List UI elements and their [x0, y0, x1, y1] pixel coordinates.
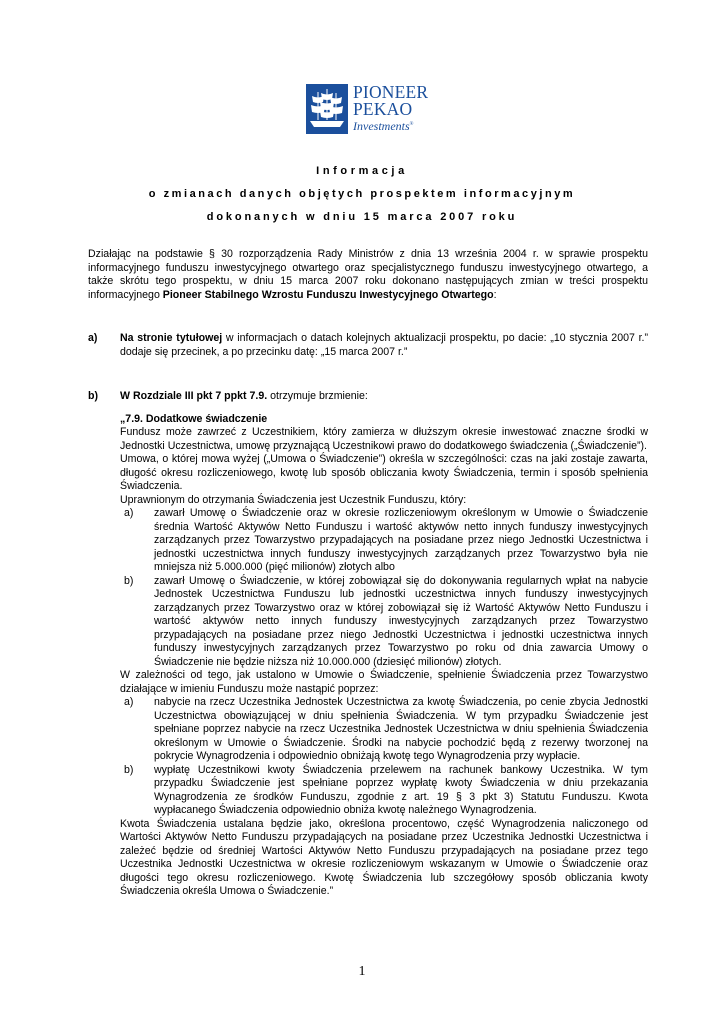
logo-line-pekao: PEKAO [353, 99, 413, 119]
section-b [88, 390, 648, 899]
intro-text: Działając na podstawie § 30 rozporządzenia Rady Ministrów z dnia 13 września 2004 r. w sprawie prospektu informacyjnego funduszu inwestycyjnego otwartego oraz specjalistycznego funduszu inwestycyjnego otwartego, a także skrótu tego prospektu, w dniu 15 marca 2007 roku dokonano następujących zmian w treści prospektu informacyjnego [88, 248, 648, 301]
page-number: 1 [358, 964, 366, 979]
paragraph: Fundusz może zawrzeć z Uczestnikiem, który zamierza w dłuższym okresie inwestować znaczne środki w Jednostki Uczestnictwa, umowę przyznającą Uczestnikowi prawo do dodatkowego świadczenia („Świadczenie”). [120, 426, 648, 452]
document-subtitle-line2: dokonanych w dniu 15 marca 2007 roku [206, 211, 518, 223]
list-item-text: nabycie na rzecz Uczestnika Jednostek Uczestnictwa za kwotę Świadczenia, po cenie zbycia Jednostki Uczestnictwa obowiązującej w dniu spełnienia Świadczenia. W tym przypadku Świadczenie jest spełniane poprzez nabycie na rzecz Uczestnika Jednostek Uczestnictwa w dniu spełnienia Świadczenia określonym w Umowie o Świadczenie. Środki na nabycie pochodzić będą z rezerwy tworzonej na pokrycie Wynagrodzenia i odpowiednio obniżają kwotę tego Wynagrodzenia przy wypłacie. [154, 696, 648, 762]
logo-trademark: ® [409, 122, 414, 127]
list-item [120, 696, 648, 764]
logo-investments-text: Investments [353, 119, 410, 133]
section-a-body [120, 332, 648, 359]
section-a-label: a) [88, 332, 98, 344]
document-subtitle-line1: o zmianach danych objętych prospektem informacyjnym [148, 188, 576, 200]
section-b-heading [120, 390, 648, 404]
paragraph: W zależności od tego, jak ustalono w Umowie o Świadczenie, spełnienie Świadczenia przez Towarzystwo działające w imieniu Funduszu może nastąpić poprzez: [120, 669, 648, 695]
section-b-text: otrzymuje brzmienie: [267, 390, 368, 402]
logo-line-investments [353, 118, 428, 133]
list-item-text: wypłatę Uczestnikowi kwoty Świadczenia przelewem na rachunek bankowy Uczestnika. W tym przypadku Świadczenie jest spełniane poprzez wypłatę kwoty Świadczenia w dniu przekazania Wynagrodzenia ze środków Funduszu, zgodnie z art. 19 § 3 pkt 3) Statutu Funduszu. Kwota wypłacanego Świadczenia odpowiednio obniża kwotę należnego Wynagrodzenia. [154, 763, 648, 816]
intro-paragraph [88, 248, 648, 302]
section-b-label: b) [88, 390, 98, 402]
section-a-lead: Na stronie tytułowej [120, 332, 223, 344]
list-item-text: zawarł Umowę o Świadczenie, w której zobowiązał się do dokonywania regularnych wpłat na nabycie Jednostek Uczestnictwa Funduszu lub jednostki uczestnictwa innych funduszy inwestycyjnych zarządzanych przez Towarzystwo oraz w której zobowiązał się iż Wartość Aktywów Netto Funduszu i wartość aktywów netto innych funduszy inwestycyjnych zarządzanych przez Towarzystwo przypadających na posiadane przez niego Jednostki Uczestnictwa i jednostki uczestnictwa innych funduszy inwestycyjnych zarządzanych przez Towarzystwo po roku od dnia zawarcia Umowy o Świadczenie nie będzie niższa niż 10.000.000 (dziesięć milionów) złotych. [154, 574, 648, 668]
paragraph: Umowa, o której mowa wyżej („Umowa o Świadczenie”) określa w szczególności: czas na jaki zostaje zawarta, długość okresu rozliczeniowego, kwotę lub sposób obliczania kwoty Świadczenia, termin i sposób spełnienia Świadczenia. [120, 453, 648, 492]
section-a-text: w informacjach o datach kolejnych aktualizacji prospektu, po dacie: „10 stycznia 2007 r.” dodaje się przecinek, a po przecinku datę: „15 marca 2007 r.” [120, 332, 649, 358]
list-item [120, 575, 648, 670]
document-title: Informacja [316, 165, 408, 177]
list-item-label: b) [124, 574, 134, 587]
logo-line-pioneer: PIONEER [353, 82, 429, 102]
list-item [120, 764, 648, 818]
ship-emblem-icon [306, 84, 348, 134]
list-item-text: zawarł Umowę o Świadczenie oraz w okresie rozliczeniowym określonym w Umowie o Świadczenie średnia Wartość Aktywów Netto Funduszu i wartość aktywów netto innych funduszy inwestycyjnych zarządzanych przez Towarzystwo przypadających na posiadane przez niego Jednostki Uczestnictwa i jednostki uczestnictwa innych funduszy inwestycyjnych zarządzanych przez Towarzystwo była nie mniejsza niż 5.000.000 (pięć milionów) złotych albo [154, 507, 648, 573]
section-a [88, 332, 648, 359]
list-item-label: a) [124, 696, 134, 708]
intro-suffix: : [493, 288, 497, 301]
list-item [120, 507, 648, 575]
section-b-lead: W Rozdziale III pkt 7 ppkt 7.9. [120, 390, 268, 402]
list-item-label: b) [124, 763, 134, 776]
logo-wordmark [353, 84, 428, 133]
list-item-label: a) [124, 507, 134, 519]
section-b-body [120, 413, 648, 899]
fund-name: Pioneer Stabilnego Wzrostu Funduszu Inwestycyjnego Otwartego [162, 288, 494, 301]
subsection-title: „7.9. Dodatkowe świadczenie [120, 412, 268, 425]
paragraph: Kwota Świadczenia ustalana będzie jako, określona procentowo, część Wynagrodzenia naliczonego od Wartości Aktywów Netto Funduszu przypadających na posiadane przez Uczestnika Jednostki Uczestnictwa i zależeć będzie od średniej Wartości Aktywów Netto Funduszu przypadających na posiadane przez tego Uczestnika Jednostki Uczestnictwa w okresie rozliczeniowym wskazanym w Umowie o Świadczenie oraz długości tego okresu rozliczeniowego. Kwotę Świadczenia lub szczegółowy sposób obliczania kwoty Świadczenia określa Umowa o Świadczenie.” [120, 817, 648, 897]
pioneer-pekao-logo [306, 82, 429, 134]
paragraph: Uprawnionym do otrzymania Świadczenia jest Uczestnik Funduszu, który: [120, 493, 467, 506]
